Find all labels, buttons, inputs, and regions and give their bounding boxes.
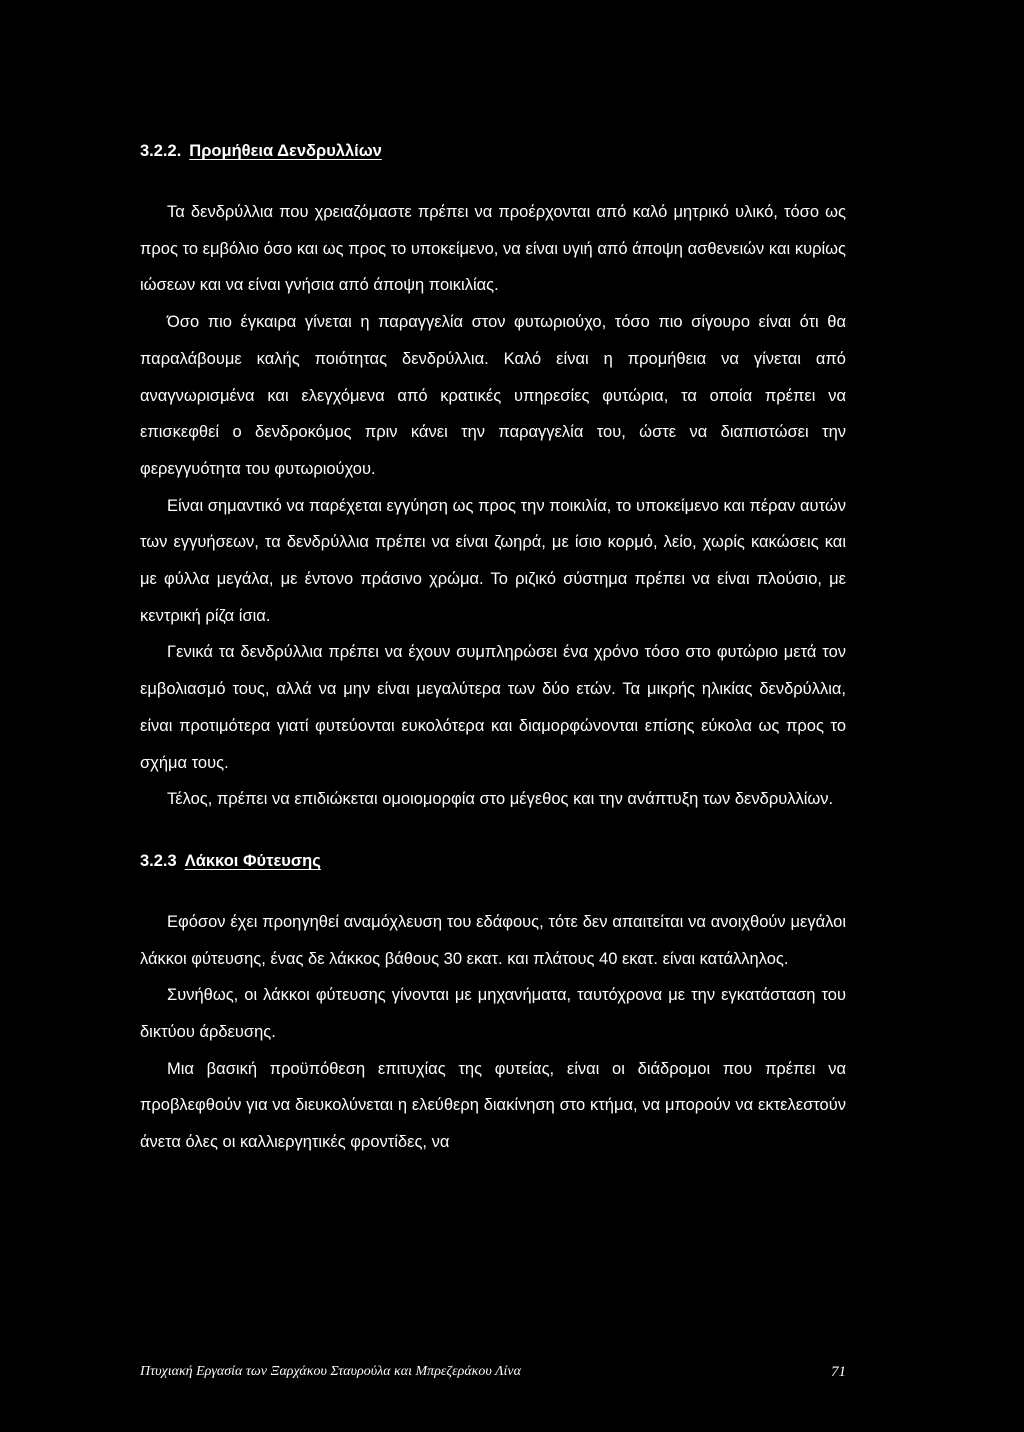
section-heading-3-2-2 (140, 138, 846, 164)
section-spacer (140, 818, 846, 846)
paragraph: Τέλος, πρέπει να επιδιώκεται ομοιομορφία στο μέγεθος και την ανάπτυξη των δενδρυλλίων. (167, 790, 834, 809)
footer-text: Πτυχιακή Εργασία των Ξαρχάκου Σταυρούλα και Μπρεζεράκου Λίνα (140, 1364, 521, 1379)
paragraph: Μια βασική προϋπόθεση επιτυχίας της φυτείας, είναι οι διάδρομοι που πρέπει να προβλεφθούν για να διευκολύνεται η ελεύθερη διακίνηση στο κτήμα, να μπορούν να εκτελεστούν άνετα όλες οι καλλιεργητικές φροντίδες, να (140, 1059, 846, 1152)
section-number: 3.2.2. (140, 142, 182, 160)
paragraph: Τα δενδρύλλια που χρειαζόμαστε πρέπει να προέρχονται από καλό μητρικό υλικό, τόσο ως προς το εμβόλιο όσο και ως προς το υποκείμενο, να είναι υγιή από άποψη ασθενειών και κυρίως ιώσεων και να είναι γνήσια από άποψη ποικιλίας. (140, 203, 846, 295)
section-number: 3.2.3 (140, 851, 177, 870)
page-number: 71 (831, 1364, 846, 1380)
paragraph: Είναι σημαντικό να παρέχεται εγγύηση ως προς την ποικιλία, το υποκείμενο και πέραν αυτών των εγγυήσεων, τα δενδρύλλια πρέπει να είναι ζωηρά, με ίσιο κορμό, λείο, χωρίς κακώσεις και με φύλλα μεγάλα, με έντονο πράσινο χρώμα. Το ριζικό σύστημα πρέπει να είναι πλούσιο, με κεντρική ρίζα ίσια. (140, 496, 846, 625)
page-content (140, 138, 846, 1161)
page-footer (140, 1364, 846, 1388)
paragraph: Εφόσον έχει προηγηθεί αναμόχλευση του εδάφους, τότε δεν απαιτείται να ανοιχθούν μεγάλοι λάκκοι φύτευσης, ένας δε λάκκος βάθους 30 εκατ. και πλάτους 40 εκατ. είναι κατάλληλος. (140, 912, 846, 968)
paragraph: Γενικά τα δενδρύλλια πρέπει να έχουν συμπληρώσει ένα χρόνο τόσο στο φυτώριο μετά τον εμβολιασμό τους, αλλά να μην είναι μεγαλύτερα των δύο ετών. Τα μικρής ηλικίας δενδρύλλια, είναι προτιμότερα γιατί φυτεύονται ευκολότερα και διαμορφώνονται επίσης εύκολα ως προς το σχήμα τους. (140, 643, 846, 772)
paragraph: Όσο πιο έγκαιρα γίνεται η παραγγελία στον φυτωριούχο, τόσο πιο σίγουρο είναι ότι θα παραλάβουμε καλής ποιότητας δενδρύλλια. Καλό είναι η προμήθεια να γίνεται από αναγνωρισμένα και ελεγχόμενα από κρατικές υπηρεσίες φυτώρια, τα οποία πρέπει να επισκεφθεί ο δενδροκόμος πριν κάνει την παραγγελία του, ώστε να διαπιστώσει την φερεγγυότητα του φυτωριούχου. (140, 313, 846, 478)
section-title: Λάκκοι Φύτευσης (184, 851, 321, 870)
section-heading-3-2-3 (140, 848, 846, 874)
section-title: Προμήθεια Δενδρυλλίων (189, 142, 382, 160)
paragraph: Συνήθως, οι λάκκοι φύτευσης γίνονται με μηχανήματα, ταυτόχρονα με την εγκατάσταση του δικτύου άρδευσης. (140, 986, 846, 1042)
